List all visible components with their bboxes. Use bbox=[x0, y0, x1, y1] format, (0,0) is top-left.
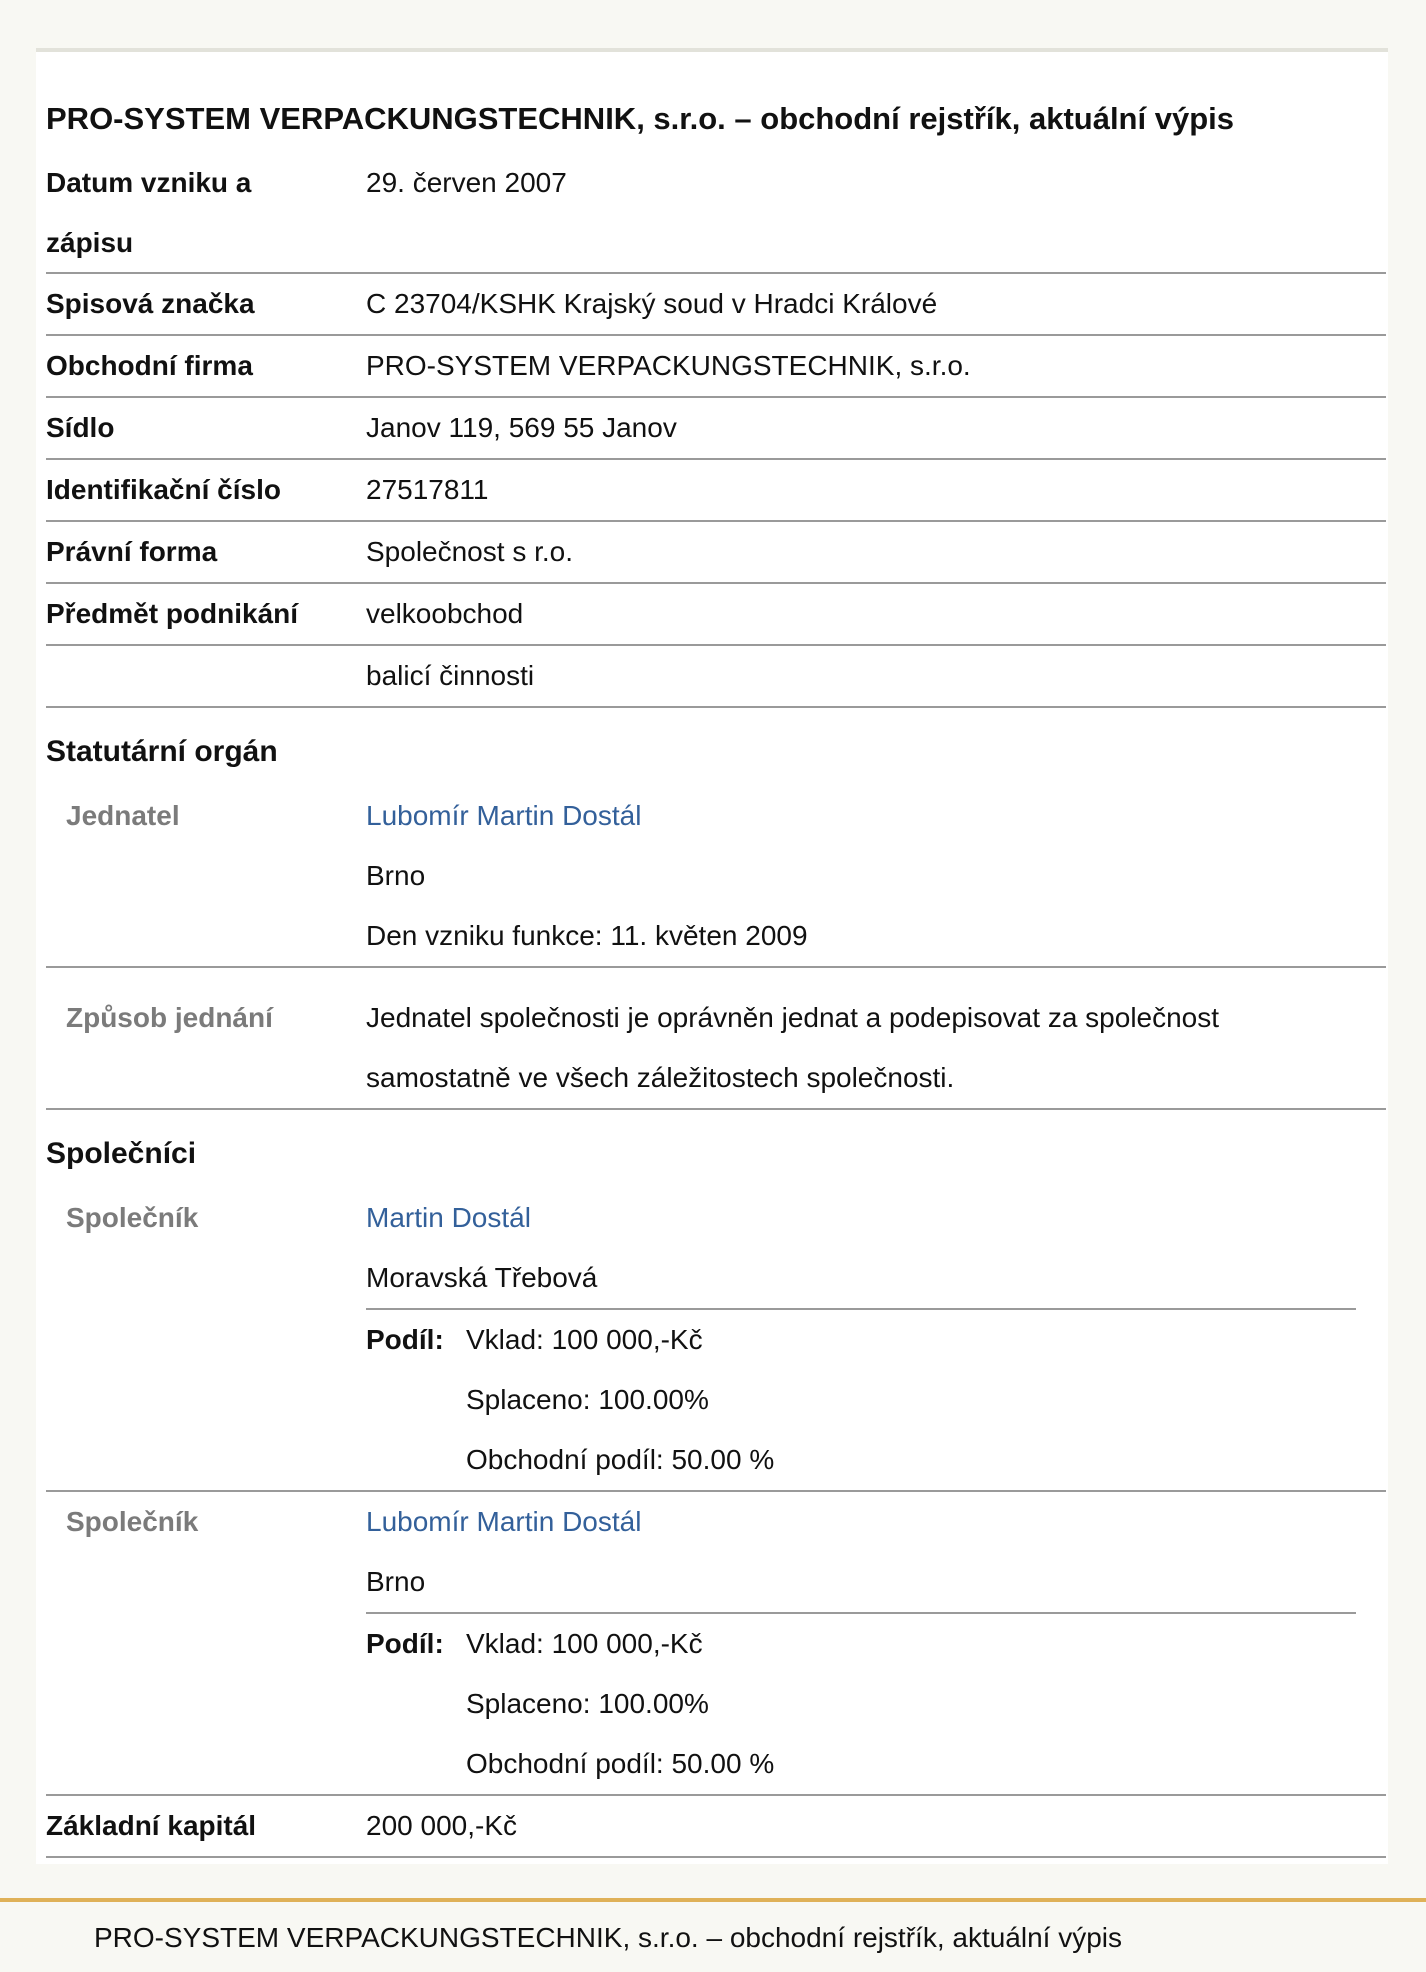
jednatel-name-link[interactable]: Lubomír Martin Dostál bbox=[366, 800, 642, 831]
partner-name-link[interactable]: Lubomír Martin Dostál bbox=[366, 1506, 642, 1537]
row-divider bbox=[46, 1856, 1386, 1858]
jednatel-city: Brno bbox=[366, 860, 426, 891]
label-spisova-znacka: Spisová značka bbox=[46, 288, 255, 319]
row-divider bbox=[46, 706, 1386, 708]
partner-name-link[interactable]: Martin Dostál bbox=[366, 1202, 531, 1233]
label-pravni-forma: Právní forma bbox=[46, 536, 218, 567]
section-heading-spolecnici: Společníci bbox=[46, 1137, 197, 1170]
footer-caption: PRO-SYSTEM VERPACKUNGSTECHNIK, s.r.o. – obchodní rejstřík, aktuální výpis bbox=[94, 1922, 1123, 1953]
label-sidlo: Sídlo bbox=[46, 412, 115, 443]
row-divider bbox=[46, 1490, 1386, 1492]
label-spolecnik: Společník bbox=[66, 1202, 199, 1233]
value-pravni-forma: Společnost s r.o. bbox=[366, 536, 574, 567]
podil-label: Podíl: bbox=[366, 1324, 444, 1355]
label-zakladni-kapital: Základní kapitál bbox=[46, 1810, 257, 1841]
section-heading-statutarni-organ: Statutární orgán bbox=[46, 735, 278, 768]
label-spolecnik: Společník bbox=[66, 1506, 199, 1537]
label-datum-vzniku: Datum vzniku a bbox=[46, 167, 252, 198]
value-predmet-1: velkoobchod bbox=[366, 598, 524, 629]
value-obchodni-firma: PRO-SYSTEM VERPACKUNGSTECHNIK, s.r.o. bbox=[366, 350, 971, 381]
value-spisova-znacka: C 23704/KSHK Krajský soud v Hradci Králové bbox=[366, 288, 938, 319]
row-divider bbox=[46, 1108, 1386, 1110]
row-divider bbox=[46, 520, 1386, 522]
podil-obchodni: Obchodní podíl: 50.00 % bbox=[466, 1748, 775, 1779]
value-predmet-2: balicí činnosti bbox=[366, 660, 535, 691]
value-zakladni-kapital: 200 000,-Kč bbox=[366, 1810, 517, 1841]
podil-obchodni: Obchodní podíl: 50.00 % bbox=[466, 1444, 775, 1475]
label-jednatel: Jednatel bbox=[66, 800, 180, 831]
jednatel-since: Den vzniku funkce: 11. květen 2009 bbox=[366, 920, 808, 951]
label-zpusob-jednani: Způsob jednání bbox=[66, 1002, 273, 1033]
row-divider bbox=[46, 396, 1386, 398]
value-sidlo: Janov 119, 569 55 Janov bbox=[366, 412, 677, 443]
podil-vklad: Vklad: 100 000,-Kč bbox=[466, 1628, 703, 1659]
podil-splaceno: Splaceno: 100.00% bbox=[466, 1688, 709, 1719]
podil-vklad: Vklad: 100 000,-Kč bbox=[466, 1324, 703, 1355]
label-predmet-podnikani: Předmět podnikání bbox=[46, 598, 299, 629]
partner-city: Brno bbox=[366, 1566, 426, 1597]
label-ico: Identifikační číslo bbox=[46, 474, 281, 505]
partner-city: Moravská Třebová bbox=[366, 1262, 598, 1293]
row-divider bbox=[46, 966, 1386, 968]
row-divider bbox=[46, 644, 1386, 646]
label-datum-vzniku-cont: zápisu bbox=[46, 227, 134, 258]
zpusob-jednani-line2: samostatně ve všech záležitostech společnosti. bbox=[366, 1062, 955, 1093]
label-obchodni-firma: Obchodní firma bbox=[46, 350, 253, 381]
page-title: PRO-SYSTEM VERPACKUNGSTECHNIK, s.r.o. – obchodní rejstřík, aktuální výpis bbox=[46, 101, 1234, 136]
footer-accent-rule bbox=[0, 1898, 1426, 1902]
podil-splaceno: Splaceno: 100.00% bbox=[466, 1384, 709, 1415]
podil-label: Podíl: bbox=[366, 1628, 444, 1659]
value-ico: 27517811 bbox=[366, 474, 489, 505]
value-datum-vzniku: 29. červen 2007 bbox=[366, 167, 567, 198]
zpusob-jednani-line1: Jednatel společnosti je oprávněn jednat a podepisovat za společnost bbox=[366, 1002, 1220, 1033]
